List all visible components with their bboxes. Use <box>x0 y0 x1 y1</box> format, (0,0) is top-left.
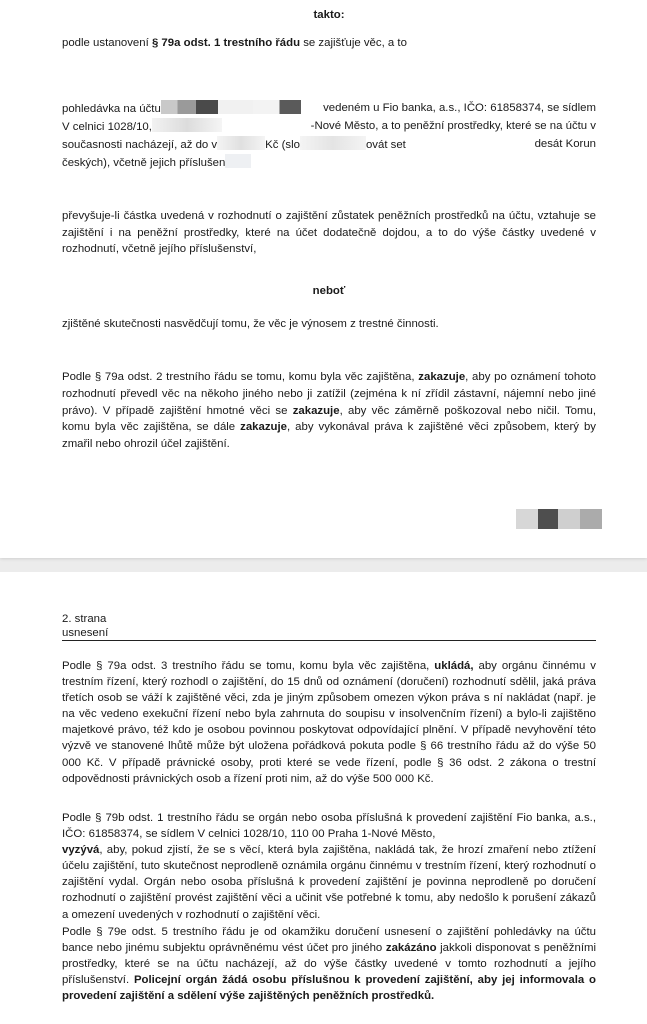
document-type-label: usnesení <box>62 627 109 639</box>
page-number-label: 2. strana <box>62 613 107 625</box>
paragraph-justification: zjištěné skutečnosti nasvědčují tomu, že věc je výnosem z trestné činnosti. <box>62 318 439 330</box>
redacted-amount-words <box>300 136 366 150</box>
header-divider <box>62 640 596 641</box>
paragraph-disposal-ban: Podle § 79e odst. 5 trestního řádu je od okamžiku doručení usnesení o zajištění pohledávky na účtu bance nebo jinému subjektu oprávněnému vést účet pro jiného zakázáno jakkoli disponovat s peněžními prostředky, které se na účtu nacházejí, až do výše částky uvedené v tomto rozhodnutí a jejího příslušenství. Policejní orgán žádá osobu příslušnou k provedení zajištění, aby jej informovala o provedení zajištění a sdělení výše zajištěných peněžních prostředků. <box>62 926 597 1003</box>
paragraph-duty-to-inform: Podle § 79a odst. 3 trestního řádu se tomu, komu byla věc zajištěna, ukládá, aby orgánu činnému v trestním řízení, který rozhodl o zajištění, do 15 dnů od oznámení (doručení) rozhodnutí sdělil, jaká práva třetích osob se váží k zajištěné věci, zda je jiným způsobem omezen výkon práva s ní nakládat (např. je na věc vedeno exekuční řízení nebo byla zahrnuta do soupisu v insolvenčním řízení) a bylo-li zajištěno majetkové právo, též kdo je osobou povinnou poskytovat odpovídající plnění. V případě nevyhovění této výzvě ve stanovené lhůtě může být uložena pořádková pokuta podle § 66 trestního řádu až do výše 50 000 Kč. V případě právnické osoby, proti které se vede řízení, podle § 36 odst. 2 zákona o trestní odpovědnosti právnických osob a řízení proti nim, až do výše 500 000 Kč. <box>62 660 596 785</box>
document-page-2 <box>0 572 647 1024</box>
paragraph-prohibition: Podle § 79a odst. 2 trestního řádu se tomu, komu byla věc zajištěna, zakazuje, aby po oznámení tohoto rozhodnutí převedl věc na někoho jiného nebo ji zatížil (zejména k ní zřídil zástavní, nájemní nebo jiné právo). V případě zajištění hmotné věci se zakazuje, aby věc záměrně poškozoval nebo ničil. Tomu, komu byla věc zajištěna, se dále zakazuje, aby vykonával práva k zajištěné věci způsobem, který by zmařil nebo ohrozil účel zajištění. <box>62 371 597 451</box>
heading-nebot: neboť <box>312 285 346 297</box>
paragraph-legal-basis: podle ustanovení § 79a odst. 1 trestního řádu se zajišťuje věc, a to <box>62 37 407 49</box>
paragraph-balance-extension: převyšuje-li částka uvedená v rozhodnutí o zajištění zůstatek peněžních prostředků na účtu, vztahuje se zajištění i na peněžní prostředky, které na účet dodatečně dojdou, a to do výše částky uvedené v rozhodnutí, včetně jejího příslušenství, <box>62 210 596 255</box>
redacted-suffix <box>225 154 251 168</box>
paragraph-account-claim: pohledávka na účtu vedeném u Fio banka, a.s., IČO: 61858374, se sídlem V celnici 1028/10, -Nové Město, a to peněžní prostředky, které se na účtu v současnosti nacházejí, až do v Kč (slo ovát set desát Korun českých), včetně jejich příslušen <box>62 102 596 169</box>
page-header <box>62 612 596 640</box>
redacted-signature <box>516 509 602 529</box>
redacted-address <box>152 118 222 132</box>
redacted-amount <box>217 136 265 150</box>
heading-takto: takto: <box>313 9 345 21</box>
redacted-account-number <box>161 100 253 114</box>
paragraph-bank-notice: Podle § 79b odst. 1 trestního řádu se orgán nebo osoba příslušná k provedení zajištění Fio banka, a.s., IČO: 61858374, se sídlem V celnici 1028/10, 110 00 Praha 1-Nové Město, vyzývá, aby, pokud zjistí, že se s věcí, která byla zajištěna, nakládá tak, že hrozí zmaření nebo ztížení účelu zajištění, tuto skutečnost neprodleně oznámila orgánu činnému v trestním řízení, který rozhodnutí o zajištění vydal. Orgán nebo osoba příslušná k provedení zajištění je povinna neprodleně po doručení rozhodnutí o zajištění provést zajištění věci a učinit vše potřebné k tomu, aby nedošlo k porušení zákazů a omezení uvedených v rozhodnutí o zajištění věci. <box>62 812 596 921</box>
